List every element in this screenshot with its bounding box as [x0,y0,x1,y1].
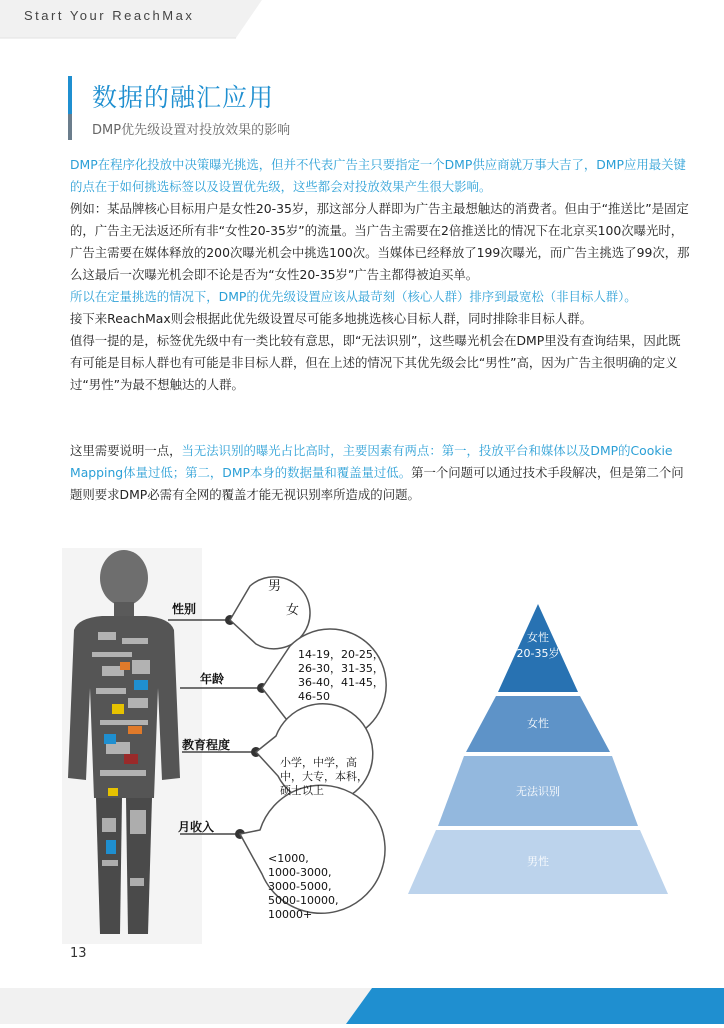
pyramid-tier-1-line: 20-35岁 [516,647,560,660]
age-value-line: 14-19，20-25， [298,648,384,661]
paragraph-1-body: 例如：某品牌核心目标用户是女性20-35岁，那这部分人群即为广告主最想触达的消费者。但由于“推送比”是固定的，广告主无法返还所有非“女性20-35岁”的流量。当广告主需要在2倍推送比的情况下在北京买100次曝光时，广告主需要在媒体释放的200次曝光机会中挑选100次。当媒体已经释放了199次曝光，而广告主挑选了99次，那么这最后一次曝光机会即不论是否为“女性20-35岁”广告主都得被迫买单。 [70,201,690,282]
paragraph-3-start: 这里需要说明一点， [70,443,182,458]
education-value-line: 中，大专，本科， [280,770,368,783]
pyramid-tier-2-label: 女性 [527,717,549,730]
education-value-line: 小学，中学，高 [280,756,357,769]
pyramid-tier-1-label [508,630,568,662]
paragraph-1 [70,154,690,330]
pyramid-tier-3-label: 无法识别 [516,785,560,798]
education-value-line: 硕士以上 [280,784,324,797]
footer-shape [0,988,724,1024]
gender-value-male: 男 [268,579,282,594]
age-value-line: 36-40，41-45， [298,676,384,689]
page-title: 数据的融汇应用 [92,83,275,112]
page-number: 13 [70,946,87,961]
age-value-line: 46-50 [298,690,330,703]
pyramid-tier-1-line: 女性 [527,631,549,644]
paragraph-2: 值得一提的是，标签优先级中有一类比较有意思，即“无法识别”，这些曝光机会在DMP里没有查询结果，因此既有可能是目标人群也有可能是非目标人群，但在上述的情况下其优先级会比“男性”高，因为广告主很明确的定义过“男性”为最不想触达的人群。 [70,333,681,392]
income-value-line: 3000-5000, [268,880,332,893]
footer-bar [0,988,724,1024]
header-bar [0,0,724,36]
income-values [268,852,338,922]
paragraph-3-highlight: 当无法识别的曝光占比高时，主要因素有两点：第一，投放平台和媒体以及DMP的Cookie Mapping体量过低；第二，DMP本身的数据量和覆盖量过低。 [70,443,673,480]
income-value-line: 10000+ [268,908,313,921]
income-value-line: <1000, [268,852,309,865]
subtitle-accent-bar [68,114,72,140]
paragraph-1-lead: DMP在程序化投放中决策曝光挑选，但并不代表广告主只要指定一个DMP供应商就万事大吉了，DMP应用最关键的点在于如何挑选标签以及设置优先级，这些都会对投放效果产生很大影响。 [70,157,686,194]
pyramid-tier-4-label: 男性 [527,855,549,868]
income-value-line: 5000-10000, [268,894,339,907]
title-accent-bar [68,76,72,114]
age-label: 年龄 [200,672,225,686]
education-values [280,756,368,798]
income-value-line: 1000-3000, [268,866,332,879]
paragraph-1-tail: 接下来ReachMax则会根据此优先级设置尽可能多地挑选核心目标人群，同时排除非目标人群。 [70,311,593,326]
income-label: 月收入 [178,820,215,834]
paragraph-3-end: 第一个问题可以通过技术手段解决，但是第二个问题则要求DMP必需有全网的覆盖才能无视识别率所造成的问题。 [70,465,684,502]
age-value-line: 26-30，31-35， [298,662,384,675]
age-values [298,648,384,704]
page-subtitle: DMP优先级设置对投放效果的影响 [92,123,291,138]
paragraph-3 [70,440,690,506]
brand-text: Start Your ReachMax [24,8,195,23]
paragraph-1-highlight: 所以在定量挑选的情况下，DMP的优先级设置应该从最苛刻（核心人群）排序到最宽松（非目标人群）。 [70,289,637,304]
gender-value-female: 女 [286,603,300,618]
gender-label: 性别 [172,602,197,616]
education-label: 教育程度 [182,738,231,752]
